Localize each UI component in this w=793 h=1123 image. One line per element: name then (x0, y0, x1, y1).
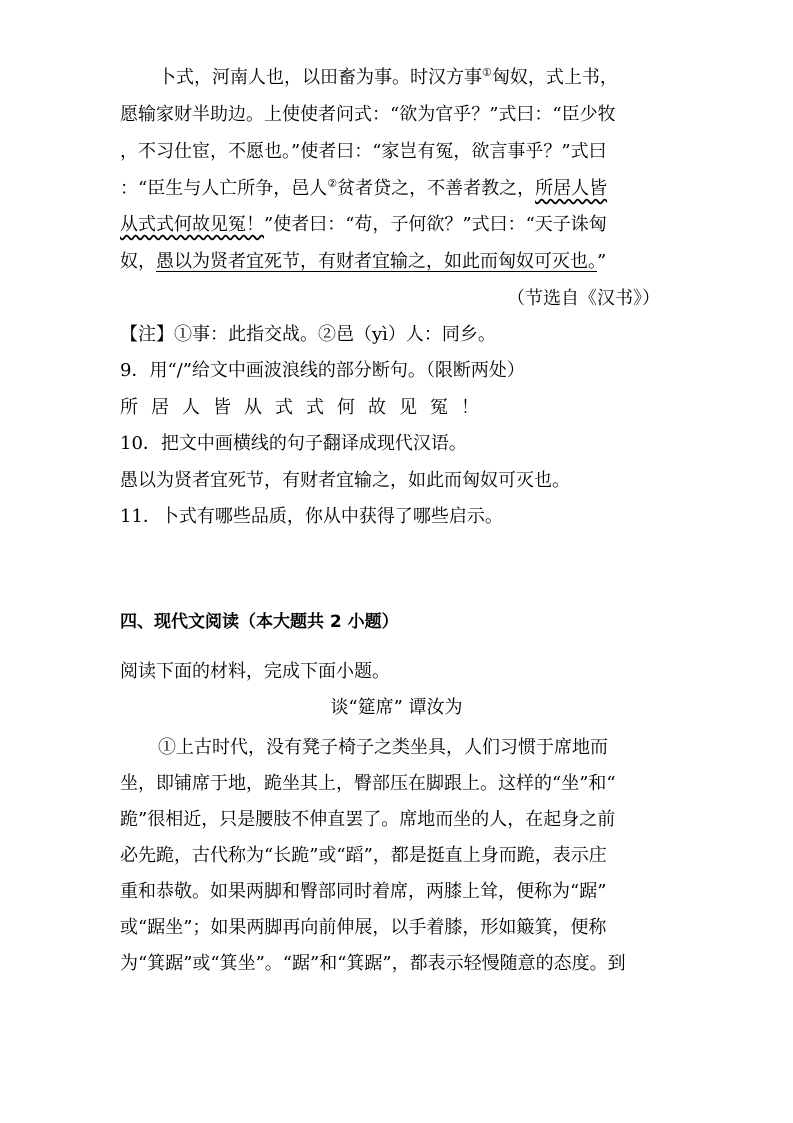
passage-text: 匈奴，式上书， (491, 67, 618, 88)
passage-text: 奴， (120, 251, 156, 272)
passage-text: 卜式，河南人也，以田畜为事。时汉方事 (158, 67, 482, 88)
article-line-4: 必先跪，古代称为“长跪”或“蹈”，都是挺直上身而跪，表示庄 (120, 845, 607, 866)
article-line-2: 坐，即铺席于地，跪坐其上，臀部压在脚跟上。这样的“坐”和“ (120, 773, 616, 794)
article-line-1: ①上古时代，没有凳子椅子之类坐具，人们习惯于席地而 (158, 737, 608, 758)
passage-text: ” (597, 251, 607, 272)
wavy-underlined-text: 所居人皆 (535, 178, 608, 199)
passage-line-2: 愿输家财半助边。上使使者问式：“欲为官乎？”式曰：“臣少牧 (120, 104, 616, 125)
article-line-6: 或“踞坐”；如果两脚再向前伸展，以手着膝，形如簸箕，便称 (120, 917, 607, 938)
question-11: 11．卜式有哪些品质，你从中获得了哪些启示。 (120, 506, 503, 527)
section-heading: 四、现代文阅读（本大题共 2 小题） (120, 612, 399, 632)
question-10-text: 愚以为贤者宜死节，有财者宜输之，如此而匈奴可灭也。 (120, 470, 570, 491)
article-line-5: 重和恭敬。如果两脚和臀部同时着席，两膝上耸，便称为“踞” (120, 881, 607, 902)
question-10: 10．把文中画横线的句子翻译成现代汉语。 (120, 433, 467, 454)
underlined-sentence: 愚以为贤者宜死节，有财者宜输之，如此而匈奴可灭也。 (156, 251, 597, 272)
passage-line-5 (120, 213, 680, 237)
article-line-7: 为“箕踞”或“箕坐”。“踞”和“箕踞”，都表示轻慢随意的态度。到 (120, 953, 626, 974)
passage-line-3: ，不习仕宦，不愿也。”使者曰：“家岂有冤，欲言事乎？”式曰 (120, 141, 607, 162)
passage-text: 贫者贷之，不善者教之， (337, 178, 536, 199)
passage-source: （节选自《汉书》） (507, 288, 660, 309)
note-marker-1: ① (482, 66, 492, 79)
note-marker-2: ② (327, 177, 338, 190)
passage-line-1 (158, 66, 718, 90)
passage-text: ”使者曰：“苟，子何欲？”式曰：“天子诛匈 (264, 214, 607, 235)
question-9: 9．用“/”给文中画波浪线的部分断句。（限断两处） (120, 360, 525, 381)
wavy-underlined-text: 从式式何故见冤！ (120, 214, 264, 235)
passage-line-4 (120, 177, 680, 201)
article-title: 谈“筵席” 谭汝为 (330, 697, 463, 718)
passage-line-6 (120, 250, 680, 274)
section-instruction: 阅读下面的材料，完成下面小题。 (120, 661, 390, 682)
annotation-note: 【注】①事：此指交战。②邑（yì）人：同乡。 (120, 324, 496, 345)
passage-text: ：“臣生与人亡所争，邑人 (120, 178, 328, 199)
question-9-text: 所居人皆从式式何故见冤！ (120, 397, 492, 418)
article-line-3: 跪”很相近，只是腰肢不伸直罢了。席地而坐的人，在起身之前 (120, 809, 616, 830)
